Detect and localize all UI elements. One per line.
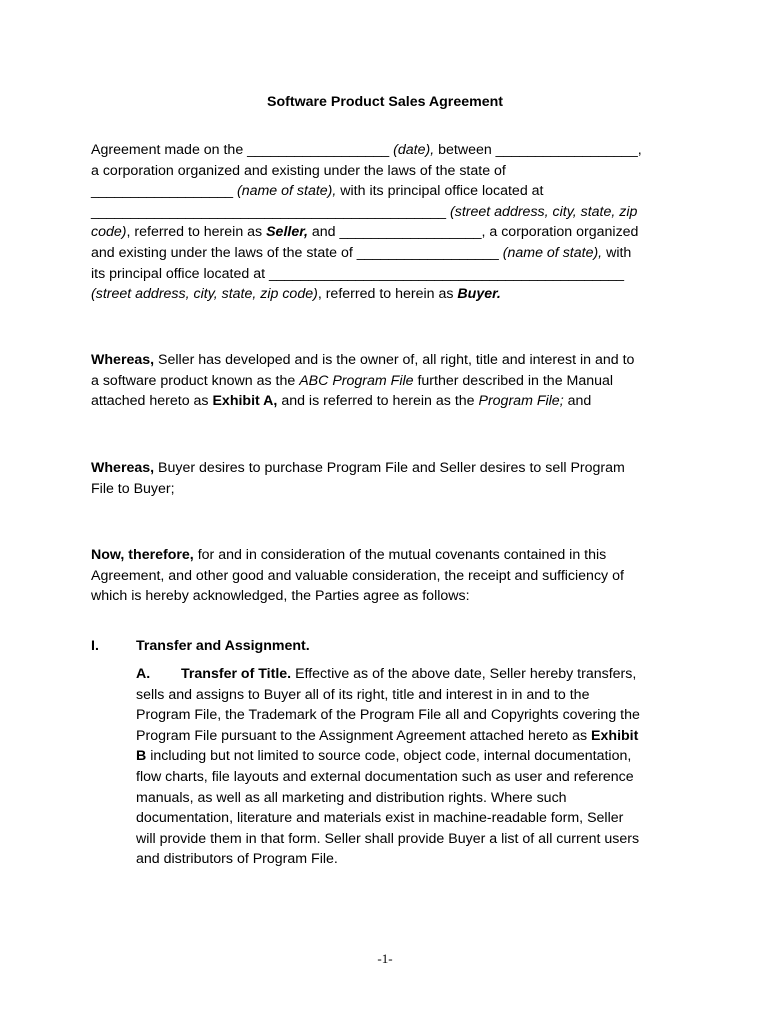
address-placeholder-label: (street address, city, state, zip code) <box>91 286 318 303</box>
section-number: I. <box>91 638 99 654</box>
paragraph-line: Agreement, and other good and valuable consideration, the receipt and sufficiency of <box>91 567 624 584</box>
text-run: attached hereto as <box>91 393 213 410</box>
paragraph-line <box>91 181 691 202</box>
exhibit-b-ref: B <box>136 748 147 765</box>
exhibit-b-ref: Exhibit <box>591 727 639 744</box>
text-run: and __________________, a corporation organized <box>307 224 639 241</box>
text-run: with its principal office located at <box>336 183 544 200</box>
paragraph-line <box>91 545 691 566</box>
whereas-paragraph-2 <box>91 458 691 499</box>
text-run: , referred to herein as <box>126 224 267 241</box>
paragraph-line: which is hereby acknowledged, the Parties agree as follows: <box>91 588 470 605</box>
product-name: ABC Program File <box>299 372 414 389</box>
date-placeholder-label: (date), <box>393 142 435 158</box>
paragraph-line <box>91 222 691 243</box>
text-run: Seller has developed and is the owner of, all right, title and interest in and to <box>154 352 635 368</box>
paragraph-line: and distributors of Program File. <box>136 851 338 868</box>
document-title: Software Product Sales Agreement <box>267 94 503 110</box>
state-placeholder-label: (name of state), <box>236 183 337 200</box>
paragraph-line <box>91 391 691 412</box>
text-run: and existing under the laws of the state of __________________ <box>91 244 503 261</box>
exhibit-a-ref: Exhibit A, <box>212 393 278 410</box>
state-placeholder-label: (name of state), <box>502 244 603 261</box>
text-run: Program File pursuant to the Assignment Agreement attached hereto as <box>136 727 592 744</box>
paragraph-line <box>136 746 696 767</box>
paragraph-line <box>91 140 691 161</box>
paragraph-line: its principal office located at _____________________________________________ <box>91 265 625 282</box>
subsection-heading: Transfer of Title. <box>181 666 292 682</box>
paragraph-line <box>91 458 691 479</box>
paragraph-line: manuals, as well as all marketing and distribution rights. Where such <box>136 789 567 806</box>
text-run: , referred to herein as <box>317 286 458 303</box>
subsection-a <box>136 664 696 870</box>
text-run: Agreement made on the __________________ <box>91 142 394 158</box>
text-run: further described in the Manual <box>413 372 614 389</box>
paragraph-line: sells and assigns to Buyer all of its right, title and interest in in and to the <box>136 686 590 703</box>
section-title: Transfer and Assignment. <box>136 638 310 654</box>
address-placeholder-label: (street address, city, state, zip <box>450 203 638 220</box>
seller-term: Seller, <box>266 224 308 241</box>
now-therefore-paragraph <box>91 545 691 607</box>
paragraph-line: will provide them in that form. Seller shall provide Buyer a list of all current users <box>136 830 640 847</box>
paragraph-line <box>91 243 691 264</box>
paragraph-line <box>136 664 696 685</box>
address-placeholder-label: code) <box>91 224 127 241</box>
paragraph-line: flow charts, file layouts and external documentation such as user and reference <box>136 768 634 785</box>
paragraph-line <box>136 726 696 747</box>
paragraph-line: a corporation organized and existing under the laws of the state of <box>91 162 506 179</box>
parties-paragraph <box>91 140 691 305</box>
text-run: with <box>602 244 632 261</box>
now-therefore-label: Now, therefore, <box>91 547 194 563</box>
text-run: and is referred to herein as the <box>277 393 479 410</box>
text-run: for and in consideration of the mutual covenants contained in this <box>193 547 607 563</box>
text-run: Effective as of the above date, Seller hereby transfers, <box>291 666 637 682</box>
whereas-label: Whereas, <box>91 460 155 476</box>
whereas-paragraph-1 <box>91 350 691 412</box>
text-run: Buyer desires to purchase Program File and Seller desires to sell Program <box>154 460 625 476</box>
paragraph-line <box>91 202 691 223</box>
paragraph-line: documentation, literature and materials exist in machine-readable form, Seller <box>136 810 624 827</box>
paragraph-line: File to Buyer; <box>91 480 175 497</box>
whereas-label: Whereas, <box>91 352 155 368</box>
buyer-term: Buyer. <box>457 286 501 303</box>
text-run: and <box>563 393 592 410</box>
paragraph-line <box>91 350 691 371</box>
page-number: -1- <box>377 951 393 966</box>
text-run: including but not limited to source code, object code, internal documentation, <box>146 748 632 765</box>
text-run: a software product known as the <box>91 372 300 389</box>
subsection-letter: A. <box>136 666 151 682</box>
paragraph-line <box>91 284 691 305</box>
program-file-term: Program File; <box>478 393 564 410</box>
text-run: _____________________________________________ <box>91 203 451 220</box>
paragraph-line <box>91 371 691 392</box>
paragraph-line: Program File, the Trademark of the Program File all and Copyrights covering the <box>136 707 640 724</box>
text-run: between __________________, <box>434 142 642 158</box>
text-run: __________________ <box>91 183 237 200</box>
